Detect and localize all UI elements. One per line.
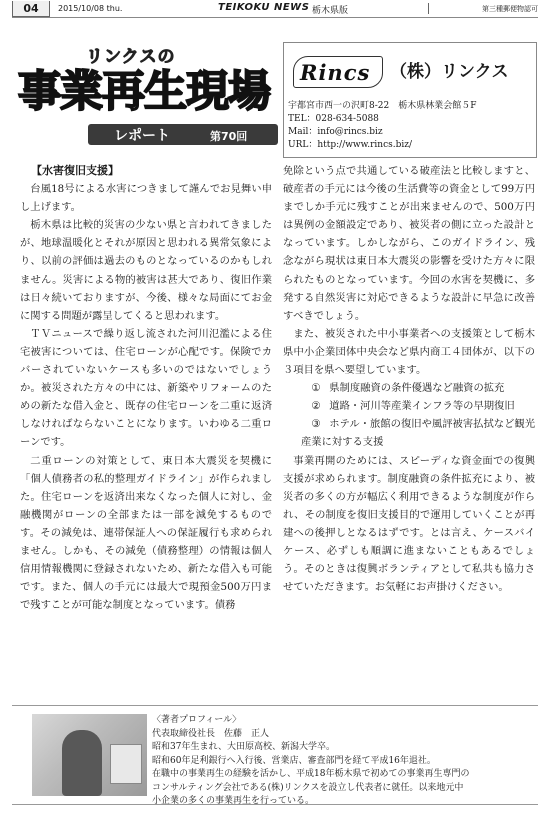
title-sub-text: レポート bbox=[114, 128, 170, 144]
column-title bbox=[14, 34, 276, 146]
paragraph: 栃木県は比較的災害の少ない県と言われてきましたが、地球温暖化とそれが原因と思われる異常気象により、以前の評価は過去のものとなっているのかもしれません。災害による物的被害は甚大であり、復旧作業は日々続いておりますが、今後、様々な局面にてお金に関する問題が露呈してくると思われます。 bbox=[20, 219, 272, 322]
paragraph: ＴＶニュースで繰り返し流された河川氾濫による住宅被害については、住宅ローンが心配です。保険でカバーされていないケースも多いのではないでしょうか。被災された方々の中には、新築やリフォームのための新たな借入金と、既存の住宅ローンを二重に返済しなければならないことになります。いわゆる二重ローンです。 bbox=[20, 327, 272, 449]
profile-text bbox=[152, 714, 532, 809]
profile-line: 昭和37年生まれ、大田原高校、新潟大学卒。 bbox=[152, 742, 335, 752]
list-item bbox=[283, 415, 535, 451]
profile-line: 在職中の事業再生の経験を活かし、平成18年栃木県で初めての事業再生専門の bbox=[152, 769, 470, 779]
list-text: ホテル・旅館の復旧や風評被害払拭など観光産業に対する支援 bbox=[301, 418, 535, 449]
list-item bbox=[283, 397, 535, 415]
header-divider bbox=[428, 3, 429, 14]
list-number: ① bbox=[311, 382, 321, 395]
paragraph: 事業再開のためには、スピーディな資金面での復興支援が求められます。制度融資の条件拡充により、被災者の多くの方が幅広く利用できるような制度が作られ、その制度を復旧支援目的で運用していくことが再建への後押しとなるはずです。とは言え、ケースバイケース、必ずしも順調に進まないこともあるでしょう。そのときは復興ボランティアとして私共も協力させていただきます。お気軽にお声掛けください。 bbox=[283, 454, 535, 594]
company-mail: Mail：info@rincs.biz bbox=[288, 127, 383, 137]
profile-title: 〈著者プロフィール〉 bbox=[152, 715, 242, 725]
list-number: ③ bbox=[311, 418, 321, 431]
title-top-text: リンクスの bbox=[86, 47, 176, 67]
article-heading: 【水害復旧支援】 bbox=[31, 164, 119, 177]
company-info-box bbox=[283, 42, 537, 158]
paragraph: 台風18号による水害につきまして謹んでお見舞い申し上げます。 bbox=[20, 183, 272, 214]
company-address: 宇都宮市西一の沢町8-22 栃木県林業会館５F bbox=[288, 101, 477, 111]
monitor-shape bbox=[110, 744, 142, 784]
author-profile bbox=[12, 705, 538, 805]
profile-line: コンサルティング会社である(株)リンクスを設立し代表者に就任。以来地元中 bbox=[152, 782, 464, 793]
list-number: ② bbox=[311, 400, 321, 413]
postal-notice: 第三種郵便物認可 bbox=[482, 5, 538, 13]
article-column-2 bbox=[283, 162, 535, 667]
page-header bbox=[12, 0, 538, 18]
logo-text: Rincs bbox=[300, 60, 371, 85]
author-photo bbox=[32, 714, 147, 796]
edition-label: 栃木県版 bbox=[312, 6, 349, 16]
profile-line: 小企業の多くの事業再生を行っている。 bbox=[152, 796, 315, 806]
company-logo bbox=[293, 56, 383, 88]
profile-role: 代表取締役社長 佐藤 正人 bbox=[152, 728, 270, 739]
company-url: URL：http://www.rincs.biz/ bbox=[288, 140, 413, 150]
page-number: 04 bbox=[12, 1, 50, 17]
paragraph: 二重ローンの対策として、東日本大震災を契機に「個人債務者の私的整理ガイドライン」が作られました。住宅ローンを返済出来なくなった個人に対し、金融機関がローンの全部または一部を減免するものです。その減免は、連帯保証人への保証履行も求められません。しかも、その減免（債務整理）の情報は個人信用情報機関に登録されないため、新たな借入も可能です。また、個人の手元には最大で現預金500万円まで残すことが可能な制度となっています。債務 bbox=[20, 454, 272, 612]
paragraph-continued: 免除という点で共通している破産法と比較しますと、破産者の手元には今後の生活費等の資金として99万円までしか手元に残すことが出来ませんので、500万円は異例の金額設定であり、被災者の側に立った設計となっています。しかしながら、このガイドライン、残念ながら現状は東日本大震災の影響を受けた方々に限られたものとなっています。今回の水害を契機に、多発する自然災害に対応できるような設計に早急に改善すべきでしょう。 bbox=[283, 165, 535, 322]
list-text: 道路・河川等産業インフラ等の早期復旧 bbox=[329, 400, 515, 413]
issue-number: 第70回 bbox=[210, 130, 248, 143]
profile-line: 昭和60年足利銀行へ入行後、営業店、審査部門を経て平成16年退社。 bbox=[152, 755, 436, 766]
issue-date: 2015/10/08 thu. bbox=[58, 4, 123, 13]
company-name: （株）リンクス bbox=[390, 62, 509, 82]
list-text: 県制度融資の条件優遇など融資の拡充 bbox=[329, 382, 505, 395]
title-main-text: 事業再生現場 bbox=[18, 67, 270, 117]
article-column-1 bbox=[20, 162, 272, 667]
company-tel: TEL：028-634-5088 bbox=[288, 114, 379, 124]
paper-name: TEIKOKU NEWS bbox=[218, 2, 310, 13]
paragraph: また、被災された中小事業者への支援策として栃木県中小企業団体中央会など県内商工４団体が、以下の３項目を県へ要望しています。 bbox=[283, 327, 535, 377]
person-silhouette bbox=[62, 730, 102, 796]
list-item bbox=[283, 379, 535, 397]
